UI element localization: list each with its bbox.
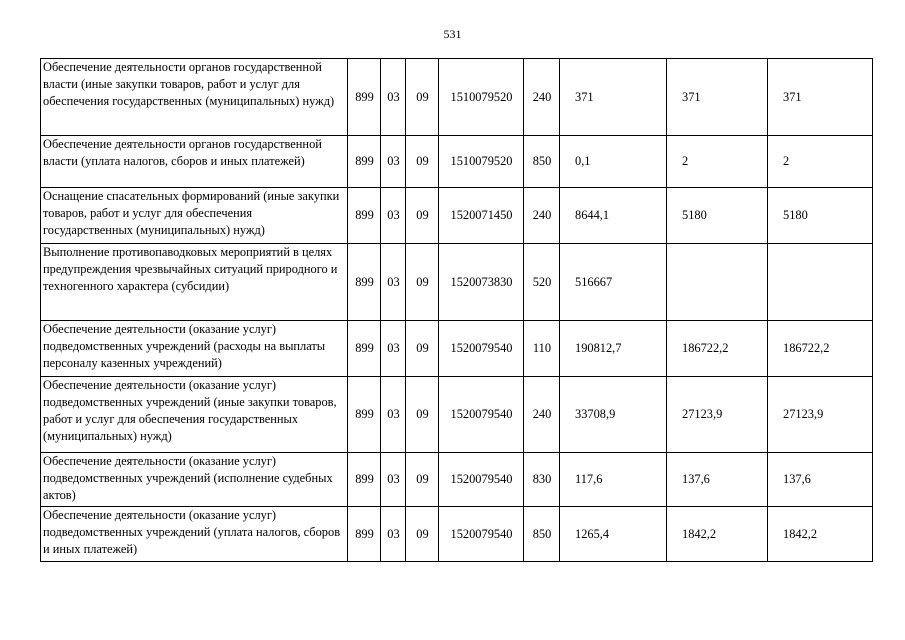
subsection-code-cell: 09: [406, 188, 439, 244]
section-code-cell: 03: [381, 136, 406, 188]
target-article-cell: 1520079540: [439, 453, 524, 507]
expense-name-cell: Обеспечение деятельности органов государственной власти (уплата налогов, сборов и иных платежей): [41, 136, 348, 188]
subsection-code-cell: 09: [406, 507, 439, 562]
table-row: [41, 59, 873, 136]
table-row: [41, 453, 873, 507]
subsection-code-cell: 09: [406, 377, 439, 453]
target-article-cell: 1520071450: [439, 188, 524, 244]
amount-3-cell: 1842,2: [768, 507, 873, 562]
table-row: [41, 321, 873, 377]
amount-1-cell: 190812,7: [560, 321, 667, 377]
table-row: [41, 188, 873, 244]
amount-2-cell: 2: [667, 136, 768, 188]
ministry-code-cell: 899: [348, 188, 381, 244]
expense-type-cell: 240: [524, 377, 560, 453]
table-row: [41, 507, 873, 562]
expense-name-cell: Обеспечение деятельности (оказание услуг) подведомственных учреждений (иные закупки товаров, работ и услуг для обеспечения государственных (муниципальных) нужд): [41, 377, 348, 453]
expense-type-cell: 850: [524, 507, 560, 562]
target-article-cell: 1520073830: [439, 244, 524, 321]
section-code-cell: 03: [381, 453, 406, 507]
ministry-code-cell: 899: [348, 136, 381, 188]
ministry-code-cell: 899: [348, 244, 381, 321]
amount-1-cell: 8644,1: [560, 188, 667, 244]
subsection-code-cell: 09: [406, 453, 439, 507]
amount-2-cell: 371: [667, 59, 768, 136]
ministry-code-cell: 899: [348, 321, 381, 377]
page-number: 531: [443, 27, 462, 41]
expense-name-cell: Оснащение спасательных формирований (иные закупки товаров, работ и услуг для обеспечения государственных (муниципальных) нужд): [41, 188, 348, 244]
expense-name-cell: Выполнение противопаводковых мероприятий в целях предупреждения чрезвычайных ситуаций природного и техногенного характера (субсидии): [41, 244, 348, 321]
amount-1-cell: 33708,9: [560, 377, 667, 453]
amount-1-cell: 117,6: [560, 453, 667, 507]
expense-type-cell: 830: [524, 453, 560, 507]
ministry-code-cell: 899: [348, 377, 381, 453]
section-code-cell: 03: [381, 507, 406, 562]
expense-type-cell: 240: [524, 59, 560, 136]
target-article-cell: 1510079520: [439, 136, 524, 188]
amount-2-cell: 27123,9: [667, 377, 768, 453]
expense-name-cell: Обеспечение деятельности (оказание услуг) подведомственных учреждений (уплата налогов, сборов и иных платежей): [41, 507, 348, 562]
section-code-cell: 03: [381, 59, 406, 136]
table-row: [41, 136, 873, 188]
target-article-cell: 1510079520: [439, 59, 524, 136]
table-row: [41, 244, 873, 321]
target-article-cell: 1520079540: [439, 321, 524, 377]
amount-1-cell: 371: [560, 59, 667, 136]
section-code-cell: 03: [381, 188, 406, 244]
amount-3-cell: 2: [768, 136, 873, 188]
section-code-cell: 03: [381, 244, 406, 321]
amount-2-cell: 186722,2: [667, 321, 768, 377]
expense-name-cell: Обеспечение деятельности (оказание услуг) подведомственных учреждений (исполнение судебных актов): [41, 453, 348, 507]
amount-1-cell: 516667: [560, 244, 667, 321]
expense-type-cell: 850: [524, 136, 560, 188]
subsection-code-cell: 09: [406, 136, 439, 188]
expense-name-cell: Обеспечение деятельности (оказание услуг) подведомственных учреждений (расходы на выплаты персоналу казенных учреждений): [41, 321, 348, 377]
expense-type-cell: 240: [524, 188, 560, 244]
budget-table: [40, 58, 873, 562]
table-row: [41, 377, 873, 453]
amount-2-cell: 1842,2: [667, 507, 768, 562]
target-article-cell: 1520079540: [439, 507, 524, 562]
ministry-code-cell: 899: [348, 453, 381, 507]
section-code-cell: 03: [381, 377, 406, 453]
amount-3-cell: 186722,2: [768, 321, 873, 377]
target-article-cell: 1520079540: [439, 377, 524, 453]
ministry-code-cell: 899: [348, 507, 381, 562]
expense-type-cell: 110: [524, 321, 560, 377]
amount-1-cell: 0,1: [560, 136, 667, 188]
amount-2-cell: 137,6: [667, 453, 768, 507]
amount-2-cell: [667, 244, 768, 321]
expense-type-cell: 520: [524, 244, 560, 321]
amount-2-cell: 5180: [667, 188, 768, 244]
subsection-code-cell: 09: [406, 321, 439, 377]
subsection-code-cell: 09: [406, 59, 439, 136]
amount-3-cell: [768, 244, 873, 321]
expense-name-cell: Обеспечение деятельности органов государственной власти (иные закупки товаров, работ и услуг для обеспечения государственных (муниципальных) нужд): [41, 59, 348, 136]
amount-3-cell: 371: [768, 59, 873, 136]
subsection-code-cell: 09: [406, 244, 439, 321]
amount-3-cell: 137,6: [768, 453, 873, 507]
amount-1-cell: 1265,4: [560, 507, 667, 562]
amount-3-cell: 5180: [768, 188, 873, 244]
ministry-code-cell: 899: [348, 59, 381, 136]
section-code-cell: 03: [381, 321, 406, 377]
amount-3-cell: 27123,9: [768, 377, 873, 453]
